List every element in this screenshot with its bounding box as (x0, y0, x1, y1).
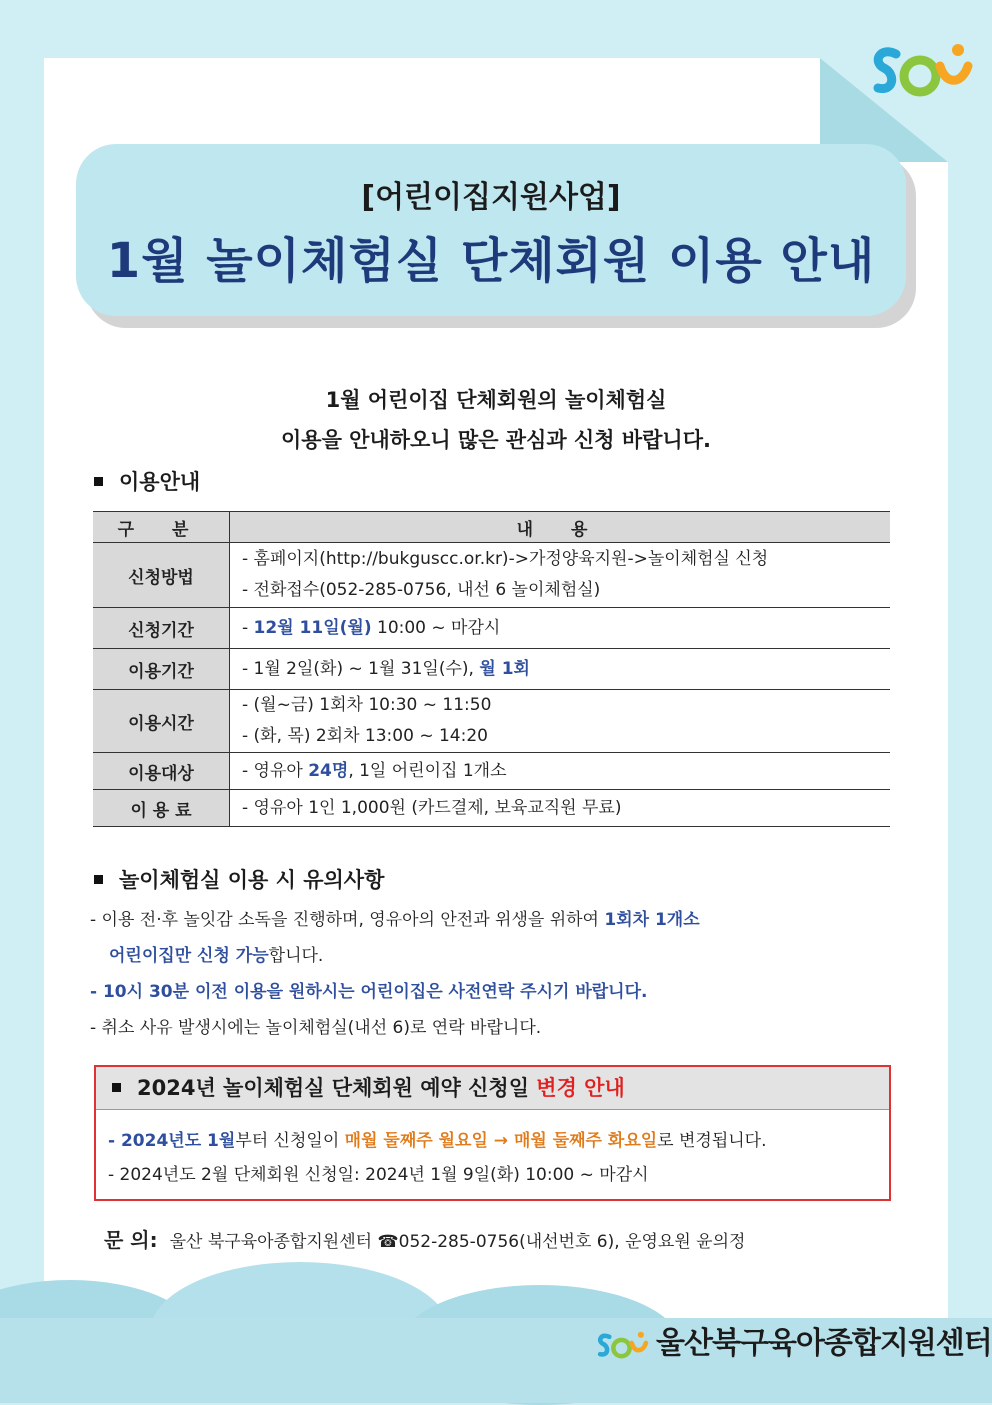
change-notice-heading (96, 1067, 889, 1110)
note-text: 합니다. (268, 946, 324, 966)
usage-table (93, 511, 890, 827)
row-value-prefix: - 1월 2일(화) ~ 1월 31일(수), (242, 658, 480, 679)
contact-label: 문 의: (104, 1228, 158, 1252)
usage-heading (94, 466, 200, 496)
bullet-square-icon (94, 477, 103, 486)
intro-text (0, 380, 992, 460)
intro-line-1: 1월 어린이집 단체회원의 놀이체험실 (325, 388, 667, 412)
row-value-line: - 전화접수(052-285-0756, 내선 6 놀이체험실) (242, 580, 601, 600)
change-text: 로 변경됩니다. (657, 1131, 767, 1151)
table-row (93, 753, 890, 790)
usage-heading-text: 이용안내 (119, 470, 201, 494)
table-header-row (93, 512, 890, 543)
row-key: 이용기간 (93, 649, 230, 690)
notes-list (90, 902, 890, 1046)
highlight-text: - 2024년도 1월 (108, 1131, 236, 1151)
note-item: - 10시 30분 이전 이용을 원하시는 어린이집은 사전연락 주시기 바랍니다. (90, 982, 648, 1002)
row-value: - 영유아 1인 1,000원 (카드결제, 보육교직원 무료) (230, 790, 891, 827)
table-row (93, 649, 890, 690)
highlight-text: 12월 11일(월) (253, 617, 372, 638)
row-key: 신청기간 (93, 608, 230, 649)
table-row (93, 543, 890, 608)
change-heading-text: 2024년 놀이체험실 단체회원 예약 신청일 (137, 1076, 537, 1100)
row-value (230, 753, 891, 790)
change-notice-body (96, 1110, 889, 1192)
note-text: - 이용 전·후 놀잇감 소독을 진행하며, 영유아의 안전과 위생을 위하여 (90, 910, 605, 930)
footer-logo (594, 1318, 992, 1367)
row-key: 이 용 료 (93, 790, 230, 827)
change-text: 부터 신청일이 (235, 1131, 345, 1151)
note-item (90, 902, 890, 938)
table-row (93, 608, 890, 649)
highlight-text: 월 1회 (479, 658, 530, 679)
row-value-rest: 10:00 ~ 마감시 (371, 617, 501, 638)
row-value (230, 690, 891, 753)
table-row (93, 690, 890, 753)
footer-org-name: 울산북구육아종합지원센터 (656, 1326, 992, 1361)
page-title: 1월 놀이체험실 단체회원 이용 안내 (106, 233, 876, 289)
notes-heading-text: 놀이체험실 이용 시 유의사항 (119, 868, 385, 892)
row-key: 신청방법 (93, 543, 230, 608)
note-item: - 취소 사유 발생시에는 놀이체험실(내선 6)로 연락 바랍니다. (90, 1018, 542, 1038)
row-value-rest: , 1일 어린이집 1개소 (348, 760, 507, 781)
row-value-prefix: - (242, 617, 254, 638)
notes-heading (94, 864, 384, 894)
center-logo-icon (866, 36, 976, 104)
title-subtitle: [어린이집지원사업] (361, 180, 621, 215)
center-logo-icon (594, 1323, 650, 1367)
change-heading-highlight: 변경 안내 (536, 1076, 625, 1100)
row-value-line: - 홈페이지(http://bukguscc.or.kr)->가정양육지원->놀이체험실 신청 (242, 549, 769, 569)
title-box (76, 144, 906, 316)
note-item-continued (90, 938, 890, 974)
bullet-square-icon (94, 875, 103, 884)
highlight-text: 24명 (308, 760, 349, 781)
highlight-text: 어린이집만 신청 가능 (109, 946, 269, 966)
change-line-2: - 2024년도 2월 단체회원 신청일: 2024년 1월 9일(화) 10:00 ~ 마감시 (108, 1165, 649, 1185)
intro-line-2: 이용을 안내하오니 많은 관심과 신청 바랍니다. (281, 428, 711, 452)
contact-text: 울산 북구육아종합지원센터 ☎052-285-0756(내선번호 6), 운영요원 윤의정 (169, 1232, 746, 1252)
table-header-content: 내 용 (230, 512, 891, 543)
row-key: 이용대상 (93, 753, 230, 790)
row-value-line: - (화, 목) 2회차 13:00 ~ 14:20 (242, 726, 488, 746)
row-value-prefix: - 영유아 (242, 760, 309, 781)
row-value-line: - (월~금) 1회차 10:30 ~ 11:50 (242, 695, 492, 715)
table-header-category: 구 분 (93, 512, 230, 543)
row-value (230, 608, 891, 649)
bullet-square-icon (112, 1083, 121, 1092)
change-notice-box (94, 1065, 891, 1201)
highlight-text: 1회차 1개소 (604, 910, 700, 930)
row-value (230, 543, 891, 608)
table-row (93, 790, 890, 827)
change-line-1 (108, 1124, 889, 1158)
row-value (230, 649, 891, 690)
contact-info (104, 1224, 745, 1253)
highlight-text: 매월 둘째주 월요일 → 매월 둘째주 화요일 (344, 1131, 658, 1151)
row-key: 이용시간 (93, 690, 230, 753)
